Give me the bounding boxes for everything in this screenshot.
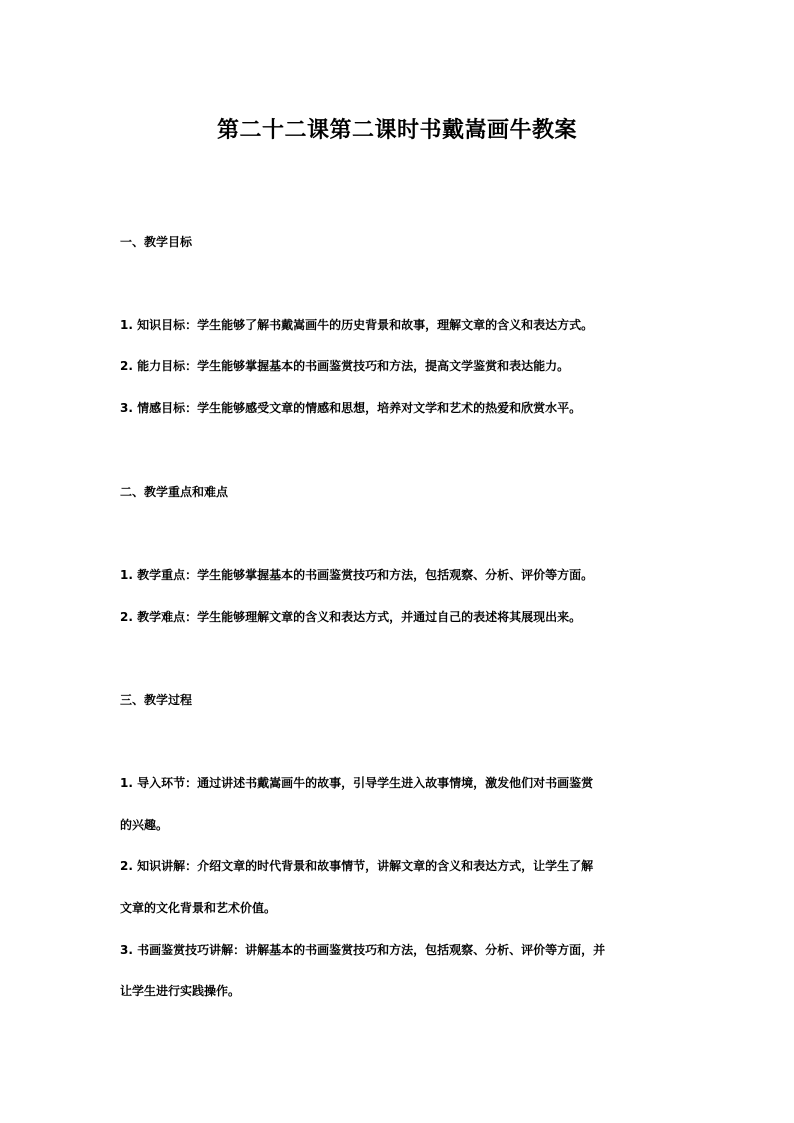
process-item-knowledge-line2: 文章的文化背景和艺术价值。 bbox=[120, 901, 277, 915]
process-item-technique-line1: 3. 书画鉴赏技巧讲解：讲解基本的书画鉴赏技巧和方法，包括观察、分析、评价等方面，并 bbox=[120, 943, 606, 957]
section-heading-objectives: 一、教学目标 bbox=[120, 235, 193, 249]
key-point-item: 1. 教学重点：学生能够掌握基本的书画鉴赏技巧和方法，包括观察、分析、评价等方面。 bbox=[120, 568, 594, 582]
process-item-technique-line2: 让学生进行实践操作。 bbox=[120, 984, 241, 998]
process-item-intro-line2: 的兴趣。 bbox=[120, 818, 169, 832]
section-heading-process: 三、教学过程 bbox=[120, 693, 193, 707]
process-item-knowledge-line1: 2. 知识讲解：介绍文章的时代背景和故事情节，讲解文章的含义和表达方式，让学生了解 bbox=[120, 859, 594, 873]
objective-item-ability: 2. 能力目标：学生能够掌握基本的书画鉴赏技巧和方法，提高文学鉴赏和表达能力。 bbox=[120, 359, 570, 373]
objective-item-emotion: 3. 情感目标：学生能够感受文章的情感和思想，培养对文学和艺术的热爱和欣赏水平。 bbox=[120, 401, 582, 415]
objective-item-knowledge: 1. 知识目标：学生能够了解书戴嵩画牛的历史背景和故事，理解文章的含义和表达方式。 bbox=[120, 318, 594, 332]
process-item-intro-line1: 1. 导入环节：通过讲述书戴嵩画牛的故事，引导学生进入故事情境，激发他们对书画鉴赏 bbox=[120, 776, 594, 790]
difficulty-item: 2. 教学难点：学生能够理解文章的含义和表达方式，并通过自己的表述将其展现出来。 bbox=[120, 610, 582, 624]
document-title: 第二十二课第二课时书戴嵩画牛教案 bbox=[216, 118, 577, 143]
section-heading-key-points: 二、教学重点和难点 bbox=[120, 485, 229, 499]
